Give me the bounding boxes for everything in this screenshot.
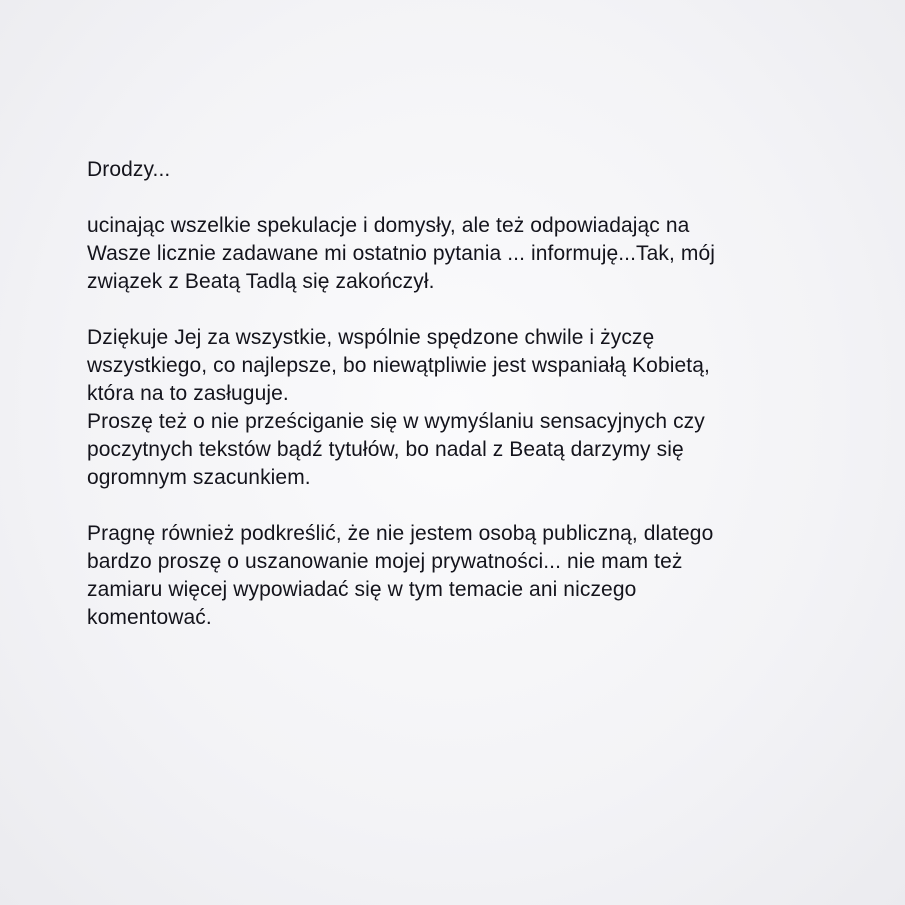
paragraph-3: [87, 520, 847, 632]
text-line: ogromnym szacunkiem.: [87, 466, 311, 489]
text-line: komentować.: [87, 606, 212, 629]
paragraph-2: [87, 324, 847, 492]
text-line: wszystkiego, co najlepsze, bo niewątpliwie jest wspaniałą Kobietą,: [87, 354, 710, 377]
text-line: Wasze licznie zadawane mi ostatnio pytania ... informuję...Tak, mój: [87, 242, 716, 265]
text-line: bardzo proszę o uszanowanie mojej prywatności... nie mam też: [87, 550, 683, 573]
text-line: Pragnę również podkreślić, że nie jestem osobą publiczną, dlatego: [87, 522, 714, 545]
text-line: związek z Beatą Tadlą się zakończył.: [87, 270, 435, 293]
statement-text: [87, 156, 847, 632]
text-line: zamiaru więcej wypowiadać się w tym temacie ani niczego: [87, 578, 637, 601]
text-line: ucinając wszelkie spekulacje i domysły, ale też odpowiadając na: [87, 214, 690, 237]
paragraph-1: [87, 212, 847, 296]
paragraph-spacer: [87, 296, 847, 324]
text-line: Dziękuje Jej za wszystkie, wspólnie spędzone chwile i życzę: [87, 326, 655, 349]
text-line: która na to zasługuje.: [87, 382, 289, 405]
text-line: Proszę też o nie prześciganie się w wymyślaniu sensacyjnych czy: [87, 410, 705, 433]
text-line: poczytnych tekstów bądź tytułów, bo nadal z Beatą darzymy się: [87, 438, 684, 461]
paragraph-spacer: [87, 492, 847, 520]
greeting: Drodzy...: [87, 158, 171, 181]
